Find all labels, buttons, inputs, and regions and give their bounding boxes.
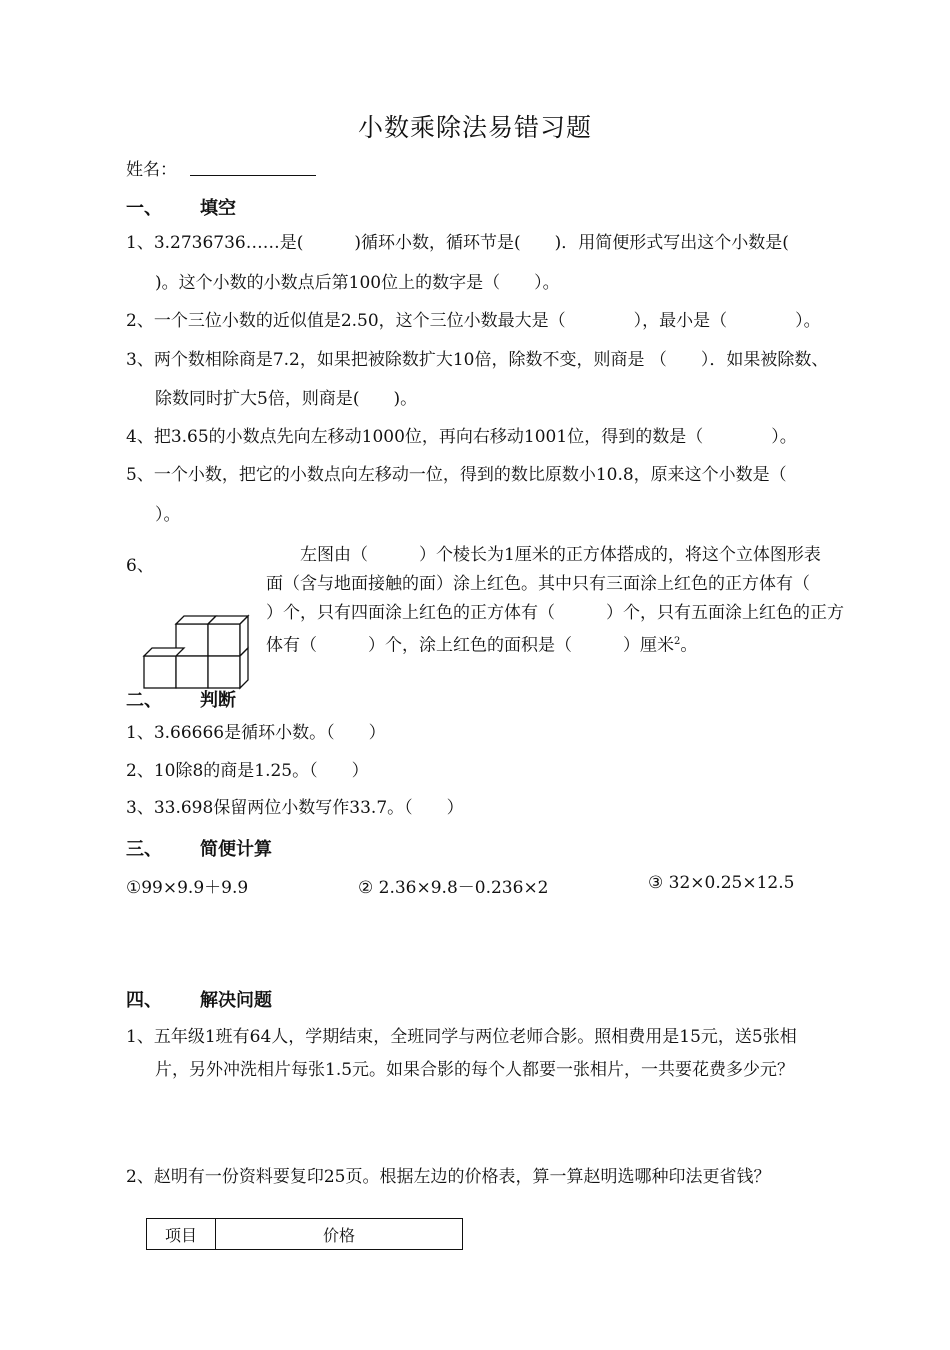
cube-top-right [208, 624, 240, 656]
name-label: 姓名： [126, 160, 177, 180]
problem-2: 2、赵明有一份资料要复印25页。根据左边的价格表，算一算赵明选哪种印法更省钱？ [126, 1167, 771, 1187]
problem-1-line-1: 1、五年级1班有64人，学期结束，全班同学与两位老师合影。照相费用是15元，送5张相 [126, 1027, 797, 1047]
question-5-line-1: 5、一个小数，把它的小数点向左移动一位，得到的数比原数小10.8，原来这个小数是（ [126, 465, 787, 485]
name-blank-line [190, 175, 316, 176]
section-label: 简便计算 [200, 839, 272, 860]
judge-item-2: 2、10除8的商是1.25。（ ） [126, 761, 369, 781]
question-6-line-2: 面（含与地面接触的面）涂上红色。其中只有三面涂上红色的正方体有（ [266, 574, 810, 594]
judge-item-1: 1、3.66666是循环小数。（ ） [126, 723, 386, 743]
table-row [147, 1219, 463, 1250]
section-heading-word-problems [126, 986, 272, 1012]
section-heading-fill-blank [126, 194, 236, 220]
page-title: 小数乘除法易错习题 [357, 113, 592, 142]
calc-problem-2: ② 2.36×9.8－0.236×2 [358, 878, 549, 898]
section-number: 二、 [126, 690, 162, 711]
calc-problem-3: ③ 32×0.25×12.5 [648, 873, 795, 893]
section-label: 判断 [200, 690, 236, 711]
question-3-line-1: 3、两个数相除商是7.2，如果把被除数扩大10倍，除数不变，则商是 （ ）．如果被除数、 [126, 350, 829, 370]
question-3-line-2: 除数同时扩大5倍，则商是( )。 [155, 389, 418, 409]
cube-bottom-1 [144, 656, 176, 688]
cube-bottom-2 [176, 656, 208, 688]
question-2: 2、一个三位小数的近似值是2.50，这个三位小数最大是（ ），最小是（ ）。 [126, 311, 821, 331]
table-header-item: 项目 [147, 1219, 216, 1250]
question-1-line-2: )。这个小数的小数点后第100位上的数字是（ ）。 [155, 273, 560, 293]
question-6-line-4 [266, 631, 697, 657]
cube-bottom-3 [208, 656, 240, 688]
question-6-line-4-text: 体有（ ）个，涂上红色的面积是（ ）厘米 [266, 635, 674, 656]
calc-problem-1: ①99×9.9＋9.9 [126, 878, 249, 898]
section-label: 填空 [200, 198, 236, 219]
question-6-number: 6、 [126, 556, 154, 576]
question-6-line-3: ）个，只有四面涂上红色的正方体有（ ）个，只有五面涂上红色的正方 [266, 603, 844, 623]
question-5-line-2: ）。 [155, 505, 181, 525]
question-1-line-1: 1、3.2736736……是( )循环小数，循环节是( )．用简便形式写出这个小数是( [126, 233, 789, 253]
question-6-line-1: 左图由（ ）个棱长为1厘米的正方体搭成的，将这个立体图形表 [266, 545, 821, 565]
price-table [146, 1218, 463, 1250]
question-6-line-4-end: 。 [680, 635, 698, 656]
section-number: 三、 [126, 839, 162, 860]
cube-stack-figure [138, 610, 254, 692]
section-heading-judge [126, 686, 236, 712]
section-number: 四、 [126, 990, 162, 1011]
section-heading-calculation [126, 835, 272, 861]
question-4: 4、把3.65的小数点先向左移动1000位，再向右移动1001位，得到的数是（ ）。 [126, 427, 797, 447]
problem-1-line-2: 片，另外冲洗相片每张1.5元。如果合影的每个人都要一张相片，一共要花费多少元？ [155, 1060, 795, 1080]
cube-bottom-1-topface [144, 648, 184, 656]
table-header-price: 价格 [216, 1219, 463, 1250]
section-label: 解决问题 [200, 990, 272, 1011]
square-superscript: 2 [674, 636, 681, 647]
cube-bottom-3-sideface [240, 648, 248, 688]
section-number: 一、 [126, 198, 162, 219]
judge-item-3: 3、33.698保留两位小数写作33.7。（ ） [126, 798, 464, 818]
